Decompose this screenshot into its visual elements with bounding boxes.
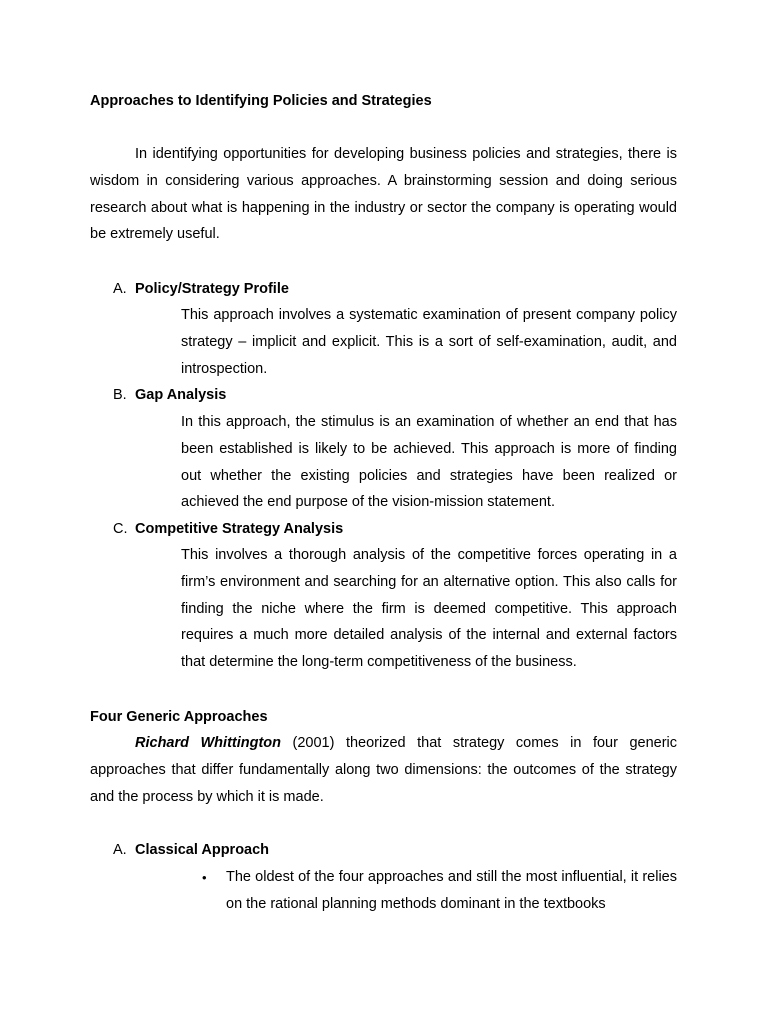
- approach-body-gap-analysis: In this approach, the stimulus is an examination of whether an end that has been established is likely to be achieved. This approach is more of finding out whether the existing policies and strategies have been realized or achieved the end purpose of the vision-mission statement.: [181, 414, 677, 511]
- approach-body-competitive-strategy-analysis: This involves a thorough analysis of the competitive forces operating in a firm’s environment and searching for an alternative option. This also calls for finding the niche where the firm is deemed competitive. This approach requires a much more detailed analysis of the internal and external factors that determine the long-term competitiveness of the business.: [181, 547, 677, 671]
- list-marker-a: A.: [113, 281, 127, 297]
- whittington-paragraph: [90, 730, 677, 810]
- author-name: Richard Whittington: [135, 735, 282, 751]
- list-marker-classical: A.: [113, 842, 127, 858]
- approach-title-competitive-strategy-analysis: Competitive Strategy Analysis: [135, 521, 344, 537]
- approach-title-policy-strategy-profile: Policy/Strategy Profile: [135, 281, 289, 297]
- page-heading: Approaches to Identifying Policies and Strategies: [90, 93, 432, 109]
- list-marker-c: C.: [113, 521, 128, 537]
- approach-body-policy-strategy-profile: This approach involves a systematic examination of present company policy strategy – implicit and explicit. This is a sort of self-examination, audit, and introspection.: [181, 307, 677, 377]
- section-heading-four-generic: Four Generic Approaches: [90, 709, 268, 725]
- approach-title-classical: Classical Approach: [135, 842, 270, 858]
- classical-bullet-text: The oldest of the four approaches and still the most influential, it relies on the rational planning methods dominant in the textbooks: [226, 869, 677, 912]
- intro-paragraph: In identifying opportunities for developing business policies and strategies, there is wisdom in considering various approaches. A brainstorming session and doing serious research about what is happening in the industry or sector the company is operating would be extremely useful.: [90, 146, 677, 243]
- approach-title-gap-analysis: Gap Analysis: [135, 387, 227, 403]
- whittington-text: (2001) theorized that strategy comes in four generic approaches that differ fundamentally along two dimensions: the outcomes of the strategy and the process by which it is made.: [90, 735, 677, 805]
- list-marker-b: B.: [113, 387, 127, 403]
- bullet-icon: •: [202, 870, 207, 885]
